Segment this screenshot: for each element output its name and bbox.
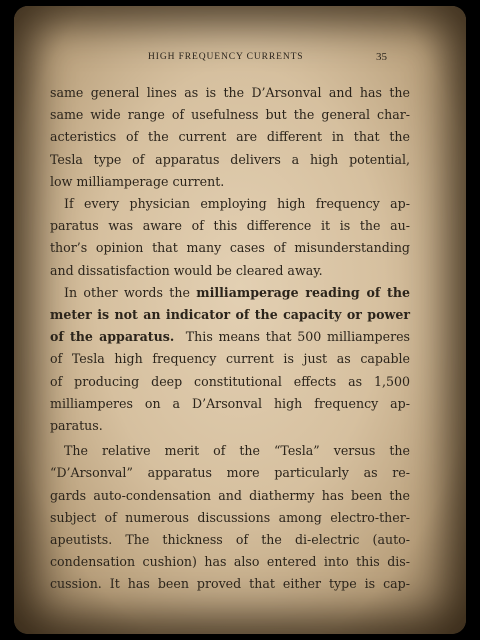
paragraph-3 (50, 282, 410, 437)
page-number: 35 (376, 51, 387, 63)
text-line: “D’Arsonval” apparatus more particularly as re- (50, 465, 410, 481)
text-line: milliamperes on a D’Arsonval high frequency ap- (50, 395, 410, 411)
text-line: Tesla type of apparatus delivers a high potential, (50, 151, 410, 167)
text-line: condensation cushion) has also entered into this dis- (50, 554, 410, 570)
text-line: apeutists. The thickness of the di-electric (auto- (50, 532, 410, 548)
text-line: The relative merit of the “Tesla” versus the (64, 443, 410, 459)
running-head: HIGH FREQUENCY CURRENTS (148, 52, 304, 62)
body-text (50, 82, 410, 596)
paragraph-2 (50, 193, 410, 282)
text-line: subject of numerous discussions among electro-ther- (50, 509, 410, 525)
plain-text: In other words the (64, 284, 197, 300)
bold-text: milliamperage reading of the (196, 284, 410, 300)
text-line (50, 326, 410, 348)
text-line: gards auto-condensation and diathermy has been the (50, 487, 410, 503)
text-line: of Tesla high frequency current is just as capable (50, 351, 410, 367)
paragraph-4 (50, 440, 410, 595)
paragraph-1 (50, 82, 410, 193)
book-page (14, 6, 466, 634)
bold-text-line: meter is not an indicator of the capacity or power (50, 307, 410, 323)
text-line: same general lines as is the D’Arsonval and has the (50, 85, 410, 100)
text-line: same wide range of usefulness but the general char- (50, 107, 410, 123)
text-line: acteristics of the current are different in that the (50, 129, 410, 145)
plain-text: This means that 500 milliamperes (174, 329, 411, 345)
text-line: paratus was aware of this difference it is the au- (50, 218, 410, 234)
text-line: paratus. (50, 418, 103, 434)
text-line: low milliamperage current. (50, 173, 225, 189)
page-header (14, 52, 466, 68)
text-line: of producing deep constitutional effects as 1,500 (50, 373, 410, 389)
text-line: thor’s opinion that many cases of misunderstanding (50, 240, 410, 256)
bold-text: of the apparatus. (50, 329, 175, 345)
text-line: If every physician employing high frequency ap- (64, 196, 410, 212)
text-line: and dissatisfaction would be cleared away. (50, 262, 323, 278)
text-line: cussion. It has been proved that either type is cap- (50, 576, 410, 592)
text-line (50, 282, 410, 304)
